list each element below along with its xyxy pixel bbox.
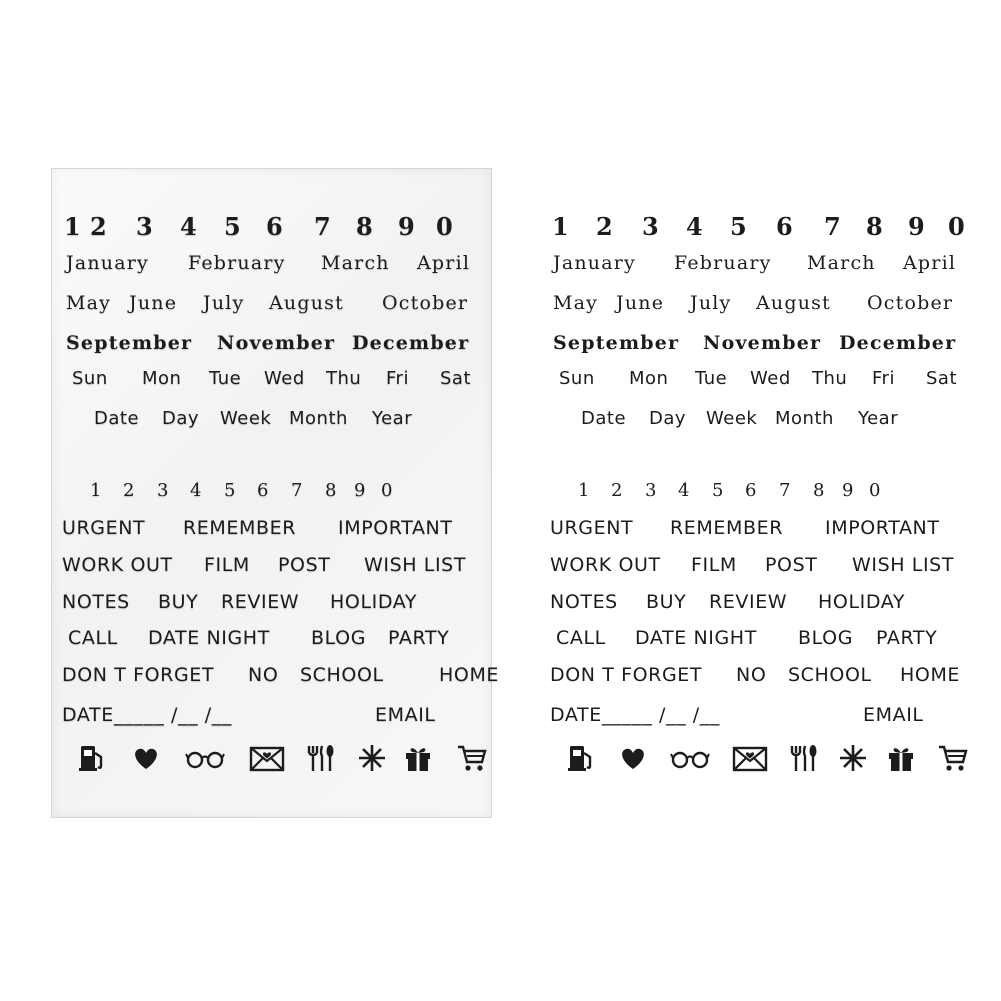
month-print: November <box>703 332 822 354</box>
envelope-icon <box>732 743 768 773</box>
words-row-5 <box>550 664 960 686</box>
word-print: URGENT <box>550 517 634 539</box>
number-stamp: 5 <box>224 212 241 241</box>
glasses-icon <box>185 743 225 773</box>
number-stamp: 0 <box>381 480 393 501</box>
word-stamp: DATE NIGHT <box>148 627 270 649</box>
word-stamp: BLOG <box>311 627 367 649</box>
weekday-print: Tue <box>695 368 728 389</box>
number-print: 3 <box>642 212 659 241</box>
month-print: September <box>553 332 680 354</box>
weekday-print: Mon <box>629 368 669 389</box>
word-stamp: NOTES <box>62 591 130 613</box>
period-stamp: Day <box>162 408 200 429</box>
month-stamp: April <box>417 252 471 274</box>
number-print: 4 <box>678 480 690 501</box>
number-stamp: 3 <box>136 212 153 241</box>
month-print: March <box>807 252 876 274</box>
word-stamp: CALL <box>68 627 118 649</box>
number-print: 2 <box>611 480 623 501</box>
glasses-icon <box>670 743 710 773</box>
number-stamp: 4 <box>190 480 202 501</box>
number-print: 6 <box>745 480 757 501</box>
month-print: July <box>690 292 732 314</box>
email-stamp: EMAIL <box>375 704 436 726</box>
heart-icon <box>131 743 161 773</box>
numbers-large-row <box>64 212 460 241</box>
number-stamp: 7 <box>314 212 331 241</box>
number-print: 8 <box>866 212 883 241</box>
word-stamp: PARTY <box>388 627 450 649</box>
word-stamp: URGENT <box>62 517 146 539</box>
word-print: HOLIDAY <box>818 591 906 613</box>
numbers-large-row <box>552 212 972 241</box>
envelope-icon <box>249 743 285 773</box>
months-row-3 <box>66 332 469 354</box>
word-print: NOTES <box>550 591 618 613</box>
shopping-cart-icon <box>457 743 487 773</box>
word-print: REMEMBER <box>670 517 784 539</box>
month-stamp: July <box>203 292 245 314</box>
number-print: 1 <box>552 212 569 241</box>
email-print: EMAIL <box>863 704 924 726</box>
period-print: Day <box>649 408 687 429</box>
number-print: 1 <box>578 480 590 501</box>
word-stamp: FILM <box>204 554 250 576</box>
word-stamp: HOLIDAY <box>330 591 418 613</box>
word-print: NO <box>736 664 767 686</box>
number-stamp: 7 <box>291 480 303 501</box>
month-print: October <box>867 292 954 314</box>
month-print: December <box>839 332 957 354</box>
weekday-stamp: Thu <box>326 368 362 389</box>
number-stamp: 4 <box>180 212 197 241</box>
words-row-3 <box>62 591 417 613</box>
number-stamp: 9 <box>398 212 415 241</box>
asterisk-icon <box>838 743 868 773</box>
months-row-1 <box>66 252 470 274</box>
word-print: WISH LIST <box>852 554 955 576</box>
words-row-1 <box>62 517 453 539</box>
cutlery-icon <box>788 743 818 773</box>
word-print: FILM <box>691 554 737 576</box>
number-print: 6 <box>776 212 793 241</box>
word-stamp: HOME <box>439 664 500 686</box>
word-stamp: IMPORTANT <box>338 517 453 539</box>
word-print: POST <box>765 554 818 576</box>
word-print: DATE NIGHT <box>635 627 757 649</box>
icon-prints-row <box>566 743 968 773</box>
months-row-3 <box>553 332 956 354</box>
weekday-stamp: Fri <box>386 368 409 389</box>
number-print: 5 <box>712 480 724 501</box>
words-row-2 <box>62 554 466 576</box>
period-print: Date <box>581 408 627 429</box>
word-stamp: DON T FORGET <box>62 664 215 686</box>
period-stamp: Year <box>372 408 413 429</box>
number-print: 0 <box>869 480 881 501</box>
number-stamp: 3 <box>157 480 169 501</box>
number-print: 2 <box>596 212 613 241</box>
number-stamp: 5 <box>224 480 236 501</box>
weekday-stamp: Mon <box>142 368 182 389</box>
weekday-print: Wed <box>750 368 791 389</box>
weekday-print: Thu <box>812 368 848 389</box>
period-stamp: Date <box>94 408 140 429</box>
number-stamp: 8 <box>356 212 373 241</box>
weekday-print: Sat <box>926 368 958 389</box>
number-stamp: 1 <box>90 480 102 501</box>
month-print: February <box>674 252 772 274</box>
number-stamp: 9 <box>354 480 366 501</box>
word-print: DON T FORGET <box>550 664 703 686</box>
number-print: 9 <box>842 480 854 501</box>
number-stamp: 2 <box>123 480 135 501</box>
number-print: 0 <box>948 212 965 241</box>
word-print: BLOG <box>798 627 854 649</box>
word-stamp: BUY <box>158 591 199 613</box>
month-stamp: March <box>321 252 390 274</box>
words-row-1 <box>550 517 940 539</box>
month-print: August <box>756 292 831 314</box>
periods-row <box>94 408 412 429</box>
word-stamp: NO <box>248 664 279 686</box>
month-print: January <box>553 252 636 274</box>
weekdays-row <box>72 368 471 389</box>
number-print: 7 <box>779 480 791 501</box>
number-print: 4 <box>686 212 703 241</box>
month-stamp: June <box>129 292 178 314</box>
number-stamp: 6 <box>266 212 283 241</box>
period-print: Year <box>858 408 899 429</box>
gift-icon <box>886 743 916 773</box>
months-row-2 <box>553 292 953 314</box>
number-stamp: 0 <box>436 212 453 241</box>
month-stamp: August <box>269 292 344 314</box>
weekday-print: Sun <box>559 368 595 389</box>
word-print: WORK OUT <box>550 554 661 576</box>
weekday-stamp: Sun <box>72 368 108 389</box>
gift-icon <box>403 743 433 773</box>
month-stamp: November <box>217 332 336 354</box>
shopping-cart-icon <box>938 743 968 773</box>
months-row-1 <box>553 252 956 274</box>
word-stamp: WORK OUT <box>62 554 173 576</box>
period-stamp: Month <box>289 408 348 429</box>
asterisk-icon <box>357 743 387 773</box>
word-print: IMPORTANT <box>825 517 940 539</box>
number-print: 5 <box>730 212 747 241</box>
month-stamp: October <box>382 292 469 314</box>
word-stamp: SCHOOL <box>300 664 384 686</box>
weekday-stamp: Tue <box>209 368 242 389</box>
word-stamp: POST <box>278 554 331 576</box>
weekday-stamp: Wed <box>264 368 305 389</box>
words-row-4 <box>68 627 449 649</box>
number-stamp: 8 <box>325 480 337 501</box>
date-email-row <box>62 704 436 726</box>
periods-row <box>581 408 898 429</box>
word-stamp: REVIEW <box>221 591 300 613</box>
weekdays-row <box>559 368 957 389</box>
month-stamp: January <box>66 252 149 274</box>
period-print: Month <box>775 408 834 429</box>
numbers-small-row <box>578 480 880 501</box>
weekday-stamp: Sat <box>440 368 472 389</box>
words-row-2 <box>550 554 954 576</box>
numbers-small-row <box>90 480 392 501</box>
month-stamp: February <box>188 252 286 274</box>
word-print: HOME <box>900 664 961 686</box>
word-print: BUY <box>646 591 687 613</box>
words-row-5 <box>62 664 499 686</box>
icon-stamps-row <box>77 743 487 773</box>
month-stamp: September <box>66 332 193 354</box>
number-print: 3 <box>645 480 657 501</box>
month-print: June <box>616 292 665 314</box>
number-stamp: 1 <box>64 212 81 241</box>
word-print: REVIEW <box>709 591 788 613</box>
weekday-print: Fri <box>872 368 895 389</box>
heart-icon <box>618 743 648 773</box>
number-print: 9 <box>908 212 925 241</box>
date-field-stamp: DATE_____ /__ /__ <box>62 704 233 726</box>
number-print: 7 <box>824 212 841 241</box>
number-stamp: 6 <box>257 480 269 501</box>
cutlery-icon <box>305 743 335 773</box>
word-print: CALL <box>556 627 606 649</box>
word-print: PARTY <box>876 627 938 649</box>
date-email-row <box>550 704 924 726</box>
month-print: May <box>553 292 599 314</box>
words-row-4 <box>556 627 937 649</box>
word-stamp: REMEMBER <box>183 517 297 539</box>
period-stamp: Week <box>220 408 272 429</box>
word-stamp: WISH LIST <box>364 554 467 576</box>
number-stamp: 2 <box>90 212 107 241</box>
month-print: April <box>903 252 957 274</box>
month-stamp: December <box>352 332 470 354</box>
months-row-2 <box>66 292 468 314</box>
fuel-pump-icon <box>566 743 596 773</box>
month-stamp: May <box>66 292 112 314</box>
fuel-pump-icon <box>77 743 107 773</box>
date-field-print: DATE_____ /__ /__ <box>550 704 721 726</box>
words-row-3 <box>550 591 905 613</box>
number-print: 8 <box>813 480 825 501</box>
period-print: Week <box>706 408 758 429</box>
word-print: SCHOOL <box>788 664 872 686</box>
